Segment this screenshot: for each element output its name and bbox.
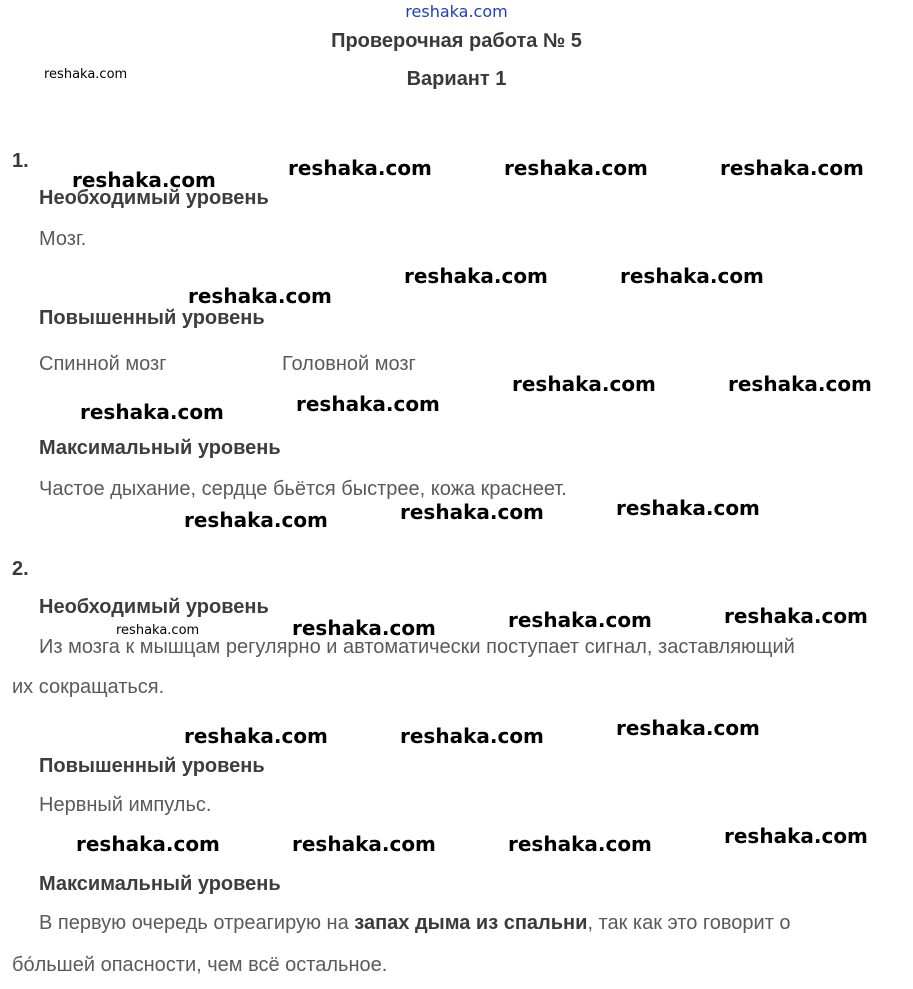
watermark: reshaka.com xyxy=(400,500,544,524)
level-label-advanced: Повышенный уровень xyxy=(39,307,265,329)
watermark: reshaka.com xyxy=(72,168,216,192)
answer-text: Частое дыхание, сердце бьётся быстрее, кожа краснеет. xyxy=(39,478,567,500)
watermark: reshaka.com xyxy=(508,608,652,632)
watermark: reshaka.com xyxy=(404,264,548,288)
watermark: reshaka.com xyxy=(116,623,200,638)
watermark: reshaka.com xyxy=(292,832,436,856)
question-number-2: 2. xyxy=(12,558,29,580)
answer-text-line1: Из мозга к мышцам регулярно и автоматически поступает сигнал, заставляющий xyxy=(39,636,795,658)
level-label-required: Необходимый уровень xyxy=(39,187,269,209)
level-label-required: Необходимый уровень xyxy=(39,596,269,618)
watermark: reshaka.com xyxy=(504,156,648,180)
answer-suffix: , так как это говорит о xyxy=(587,912,791,934)
watermark: reshaka.com xyxy=(720,156,864,180)
site-link[interactable]: reshaka.com xyxy=(405,2,508,21)
answer-text-line2: их сокращаться. xyxy=(12,676,165,698)
watermark: reshaka.com xyxy=(80,400,224,424)
answer-text: Нервный импульс. xyxy=(39,794,212,816)
watermark: reshaka.com xyxy=(288,156,432,180)
answer-text-right: Головной мозг xyxy=(282,353,416,375)
watermark: reshaka.com xyxy=(188,284,332,308)
watermark: reshaka.com xyxy=(616,496,760,520)
watermark: reshaka.com xyxy=(400,724,544,748)
level-label-maximum: Максимальный уровень xyxy=(39,873,281,895)
level-label-advanced: Повышенный уровень xyxy=(39,755,265,777)
question-number-1: 1. xyxy=(12,150,29,172)
variant-title: Вариант 1 xyxy=(406,68,507,90)
answer-text-line1 xyxy=(39,912,791,935)
page-title: Проверочная работа № 5 xyxy=(331,30,582,52)
watermark: reshaka.com xyxy=(44,67,128,82)
watermark: reshaka.com xyxy=(296,392,440,416)
answer-text: Мозг. xyxy=(39,228,87,250)
level-label-maximum: Максимальный уровень xyxy=(39,437,281,459)
watermark: reshaka.com xyxy=(616,716,760,740)
watermark: reshaka.com xyxy=(728,372,872,396)
answer-text-left: Спинной мозг xyxy=(39,353,167,375)
answer-emphasis: запах дыма из спальни xyxy=(354,912,588,934)
watermark: reshaka.com xyxy=(184,724,328,748)
watermark: reshaka.com xyxy=(620,264,764,288)
watermark: reshaka.com xyxy=(292,616,436,640)
watermark: reshaka.com xyxy=(76,832,220,856)
watermark: reshaka.com xyxy=(724,604,868,628)
answer-text-line2: бо́льшей опасности, чем всё остальное. xyxy=(12,954,388,976)
watermark: reshaka.com xyxy=(512,372,656,396)
watermark: reshaka.com xyxy=(724,824,868,848)
watermark: reshaka.com xyxy=(184,508,328,532)
watermark: reshaka.com xyxy=(508,832,652,856)
answer-prefix: В первую очередь отреагирую на xyxy=(39,912,355,934)
